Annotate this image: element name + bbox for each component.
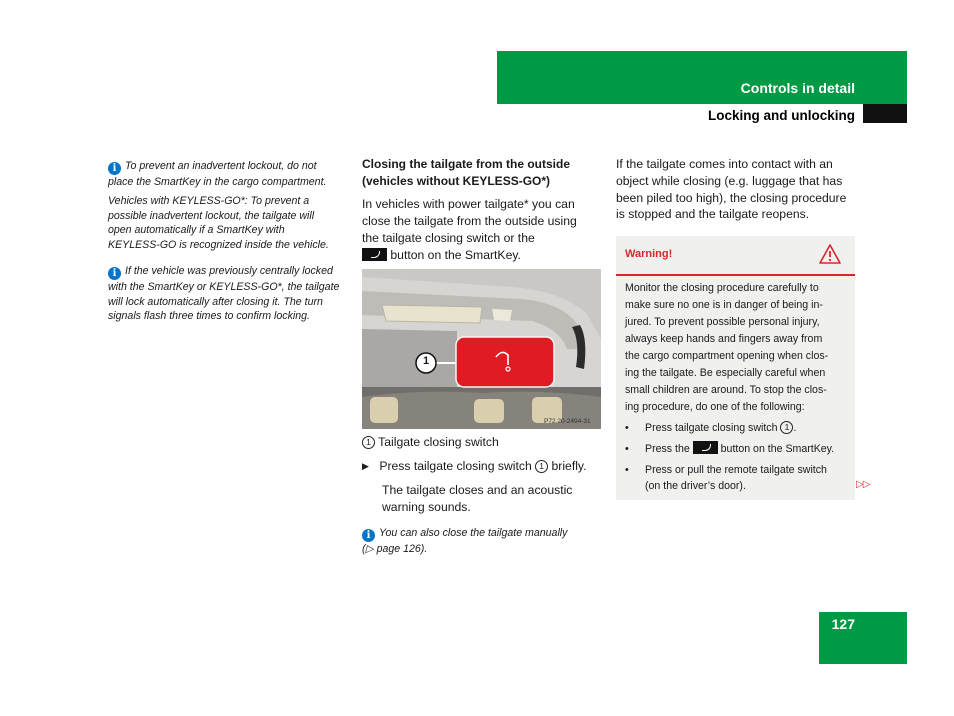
section-heading: Closing the tailgate from the outside (vehicles without KEYLESS-GO*): [362, 157, 571, 188]
warning-title: Warning!: [625, 248, 673, 260]
intro-paragraph: In vehicles with power tailgate* you can close the tailgate from the outside using the tailgate closing switch or the button on the SmartKey.: [362, 197, 577, 263]
thumb-tab: [863, 104, 907, 123]
info-note-keyless: Vehicles with KEYLESS-GO*: To prevent a possible inadvertent lockout, the tailgate will open automatically if a SmartKey with KEYLESS-GO is recognized inside the vehicle.: [108, 195, 329, 251]
info-note-lockout: i To prevent an inadvertent lockout, do not place the SmartKey in the cargo compartment.: [108, 160, 327, 188]
warning-text: Monitor the closing procedure carefully to make sure no one is in danger of being in- jured. To prevent possible personal injury, always keep hands and fingers away from the cargo compartment opening when clos- ing the tailgate. Be especially careful when small children are around. To stop the clos- ing procedure, do one of the following:: [625, 282, 829, 413]
info-icon: i: [108, 162, 121, 175]
smartkey-close-icon: [693, 441, 718, 454]
callout-marker: 1: [535, 460, 548, 473]
figure-caption: 1 Tailgate closing switch: [362, 434, 607, 451]
info-note-autolock: i If the vehicle was previously centrally locked with the SmartKey or KEYLESS-GO*, the tailgate will lock automatically after closing it. The turn signals flash three times to confirm locking.: [108, 265, 340, 323]
callout-marker: 1: [362, 436, 375, 449]
tailgate-photo: [362, 269, 601, 429]
contact-paragraph: If the tailgate comes into contact with an object while closing (e.g. luggage that has been piled too high), the closing procedure is stopped and the tailgate reopens.: [616, 157, 847, 222]
section-title: Controls in detail: [740, 80, 855, 96]
tailgate-illustration: [362, 269, 601, 429]
header-band: [497, 51, 907, 104]
page-reference-link[interactable]: (▷ page 126).: [362, 543, 428, 555]
photo-code: P72.20-2494-31: [544, 418, 591, 425]
smartkey-close-icon: [362, 248, 387, 261]
section-subtitle: Locking and unlocking: [707, 108, 855, 123]
step-result: The tailgate closes and an acoustic warning sounds.: [382, 483, 573, 514]
info-icon: i: [108, 267, 121, 280]
warning-triangle-icon: [818, 243, 842, 265]
step-arrow-icon: ▶: [362, 461, 369, 471]
callout-number: 1: [422, 355, 430, 367]
info-note-manual: i You can also close the tailgate manually (▷ page 126).: [362, 526, 607, 557]
instruction-step: ▶ Press tailgate closing switch 1 briefly.: [362, 459, 587, 473]
info-icon: i: [362, 529, 375, 542]
callout-marker: 1: [780, 421, 793, 434]
page-number: 127: [831, 616, 855, 632]
continued-marker: ▷▷: [856, 479, 870, 490]
